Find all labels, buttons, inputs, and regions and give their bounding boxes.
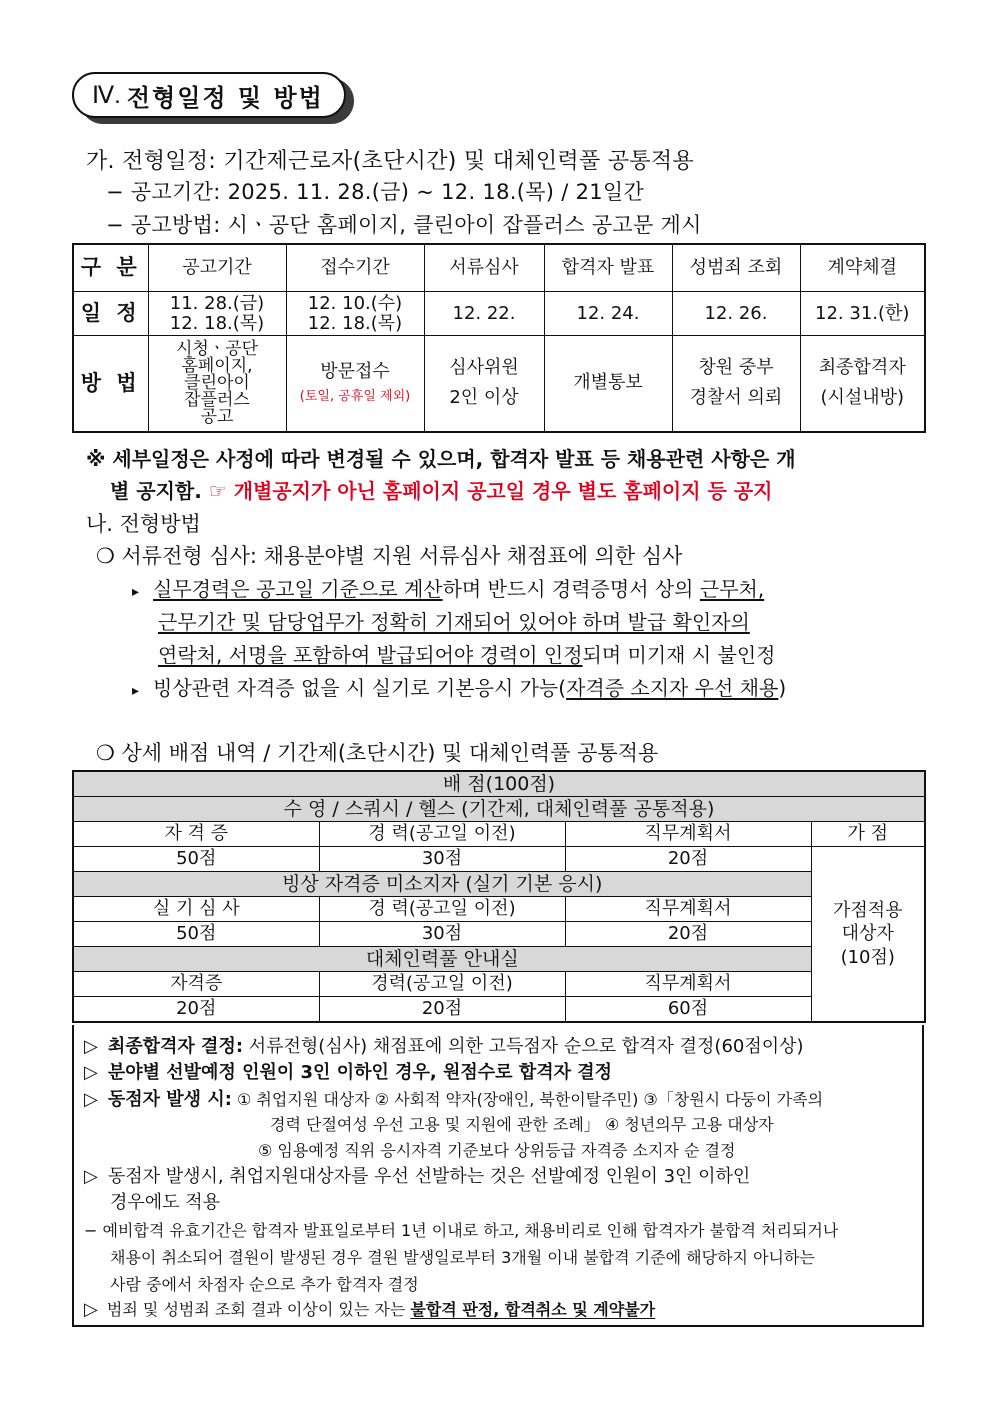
- skating-priority: 자격증 소지자 우선 채용: [566, 676, 779, 700]
- bullet-experience-3: [158, 639, 776, 668]
- detail-heading: ❍ 상세 배점 내역 / 기간제(초단시간) 및 대체인력풀 공통적용: [96, 741, 659, 765]
- score-group-info-desk: 대체인력풀 안내실: [73, 947, 811, 972]
- method-application-text: 방문접수: [320, 361, 390, 383]
- method-contract-line: 최종합격자: [818, 356, 906, 378]
- row-schedule-label: 일 정: [73, 292, 148, 336]
- notice-start: 11. 28.(금): [169, 292, 265, 314]
- bullet-experience-1: [132, 573, 764, 602]
- header-document-review: 서류심사: [424, 244, 544, 292]
- schedule-crime-check-date: 12. 26.: [672, 292, 800, 336]
- g2-header-plan: 직무계획서: [565, 897, 811, 922]
- rule-tie-line2: 경력 단절여성 우선 고용 및 지원에 관한 조례」 ④ 청년의무 고용 대상자: [270, 1115, 774, 1134]
- g1-value-career: 30점: [319, 847, 565, 872]
- rule-reserve-line3: 사람 중에서 차점자 순으로 추가 합격자 결정: [110, 1275, 419, 1294]
- experience-basis: 실무경력은 공고일 기준으로 계산: [153, 577, 443, 601]
- header-result-announcement: 합격자 발표: [544, 244, 672, 292]
- g2-header-career: 경 력(공고일 이전): [319, 897, 565, 922]
- schedule-contract-date: 12. 31.(한): [800, 292, 925, 336]
- header-contract: 계약체결: [800, 244, 925, 292]
- g2-header-practical: 실 기 심 사: [73, 897, 319, 922]
- rule-tie-line3: ⑤ 임용예정 직위 응시자격 기준보다 상위등급 자격증 소지자 순 결정: [258, 1141, 736, 1160]
- rule-small-quota-text: 분야별 선발예정 인원이 3인 이하인 경우, 원점수로 합격자 결정: [107, 1062, 613, 1083]
- skating-close: ): [778, 676, 787, 700]
- rule-final-pass: [84, 1032, 804, 1058]
- row-method-label: 방 법: [73, 336, 148, 432]
- rule-reserve-line1: − 예비합격 유효기간은 합격자 발표일로부터 1년 이내로 하고, 채용비리로 인해 합격자가 불합격 처리되거나: [84, 1221, 839, 1240]
- rule-final-pass-label: 최종합격자 결정:: [107, 1036, 244, 1057]
- method-contract-line: (시설내방): [820, 387, 905, 409]
- rule-tie-label: 동점자 발생 시:: [107, 1089, 232, 1110]
- schedule-table: [72, 243, 926, 433]
- application-start: 12. 10.(수): [307, 292, 403, 314]
- method-crime-line: 경찰서 의뢰: [689, 387, 783, 409]
- method-crime-line: 창원 중부: [698, 356, 774, 378]
- method-notice-line: 시청ㆍ공단: [175, 338, 259, 359]
- experience-workplace: 근무처,: [699, 577, 765, 601]
- notice-homepage: ☞ 개별공지가 아닌 홈페이지 공고일 경우 별도 홈페이지 등 공지: [208, 479, 773, 503]
- bullet-icon: ▸: [132, 584, 140, 600]
- notice-line2: [110, 475, 772, 504]
- experience-contact: 연락처, 서명을 포함하여 발급되어야 경력이 인정: [158, 643, 583, 667]
- experience-text: 하며 반드시 경력증명서 상의: [442, 577, 700, 601]
- rule-tie: [84, 1085, 823, 1111]
- method-application-note: (토일, 공휴일 제외): [299, 389, 411, 404]
- g3-header-license: 자격증: [73, 972, 319, 997]
- g1-header-plan: 직무계획서: [565, 822, 811, 847]
- g3-value-career: 20점: [319, 997, 565, 1023]
- schedule-notice-dates: [148, 292, 286, 336]
- doc-review-heading: ❍ 서류전형 심사: 채용분야별 지원 서류심사 채점표에 의한 심사: [96, 544, 683, 568]
- method-result: 개별통보: [544, 336, 672, 432]
- method-notice-line: 잡플러스: [184, 389, 250, 410]
- rule-small-quota: [84, 1058, 612, 1084]
- score-group-swim: 수 영 / 스쿼시 / 헬스 (기간제, 대체인력풀 공통적용): [73, 797, 925, 822]
- g1-value-license: 50점: [73, 847, 319, 872]
- score-group-skating: 빙상 자격증 미소지자 (실기 기본 응시): [73, 872, 811, 897]
- method-notice-line: 클린아이: [184, 372, 250, 393]
- schedule-review-date: 12. 22.: [424, 292, 544, 336]
- g2-value-career: 30점: [319, 922, 565, 947]
- skating-text: 빙상관련 자격증 없을 시 실기로 기본응시 가능(: [153, 676, 567, 700]
- method-application: [286, 336, 424, 432]
- section-number: Ⅳ.: [92, 81, 121, 109]
- header-crime-check: 성범죄 조회: [672, 244, 800, 292]
- g3-value-license: 20점: [73, 997, 319, 1023]
- schedule-period: − 공고기간: 2025. 11. 28.(금) ~ 12. 18.(목) / 21일간: [106, 180, 645, 204]
- rule-final-pass-text: 서류전형(심사) 채점표에 의한 고득점자 순으로 합격자 결정(60점이상): [243, 1036, 804, 1057]
- method-contract: [800, 336, 925, 432]
- section-heading: [72, 72, 346, 118]
- method-crime-check: [672, 336, 800, 432]
- schedule-result-date: 12. 24.: [544, 292, 672, 336]
- g1-header-bonus: 가 점: [811, 822, 925, 847]
- bonus-line: 가점적용: [832, 899, 903, 921]
- application-end: 12. 18.(목): [307, 312, 403, 334]
- notice-line1: ※ 세부일정은 사정에 따라 변경될 수 있으며, 합격자 발표 등 채용관련 사항은 개: [86, 447, 796, 471]
- g3-header-plan: 직무계획서: [565, 972, 811, 997]
- rule-crime-result: 불합격 판정, 합격취소 및 계약불가: [410, 1300, 656, 1319]
- g3-value-plan: 60점: [565, 997, 811, 1023]
- g2-value-plan: 20점: [565, 922, 811, 947]
- bonus-line: 대상자: [841, 923, 894, 945]
- method-notice: [148, 336, 286, 432]
- method-notice-line: 공고: [200, 406, 234, 427]
- section-title: 전형일정 및 방법: [126, 83, 324, 112]
- marker-icon: ▷: [84, 1062, 98, 1083]
- experience-invalid: 되며 미기재 시 불인정: [582, 643, 776, 667]
- method-heading: 나. 전형방법: [86, 512, 201, 536]
- score-title: 배 점(100점): [73, 771, 925, 797]
- marker-icon: ▷: [84, 1299, 98, 1320]
- bullet-experience-2: 근무기간 및 담당업무가 정확히 기재되어 있어야 하며 발급 확인자의: [158, 610, 750, 634]
- header-category: 구 분: [73, 244, 148, 292]
- g1-header-license: 자 격 증: [73, 822, 319, 847]
- header-application-period: 접수기간: [286, 244, 424, 292]
- rule-tie-priority-text: 동점자 발생시, 취업지원대상자를 우선 선발하는 것은 선발예정 인원이 3인 이하인: [107, 1166, 751, 1187]
- notice-line2-text: 별 공지함.: [110, 479, 202, 503]
- marker-icon: ▷: [84, 1166, 98, 1187]
- rule-tie-priority-line2: 경우에도 적용: [110, 1192, 221, 1213]
- rule-crime-text: 범죄 및 성범죄 조회 결과 이상이 있는 자는: [101, 1300, 411, 1319]
- g2-value-practical: 50점: [73, 922, 319, 947]
- bullet-icon: ▸: [132, 683, 140, 699]
- method-review-line: 심사위원: [449, 356, 519, 378]
- bonus-line: (10점): [840, 946, 895, 968]
- bonus-cell: [811, 847, 925, 1023]
- bullet-skating: [132, 672, 786, 701]
- marker-icon: ▷: [84, 1036, 98, 1057]
- rule-reserve-line2: 채용이 취소되어 결원이 발생된 경우 결원 발생일로부터 3개월 이내 불합격 기준에 해당하지 아니하는: [110, 1248, 815, 1267]
- method-review: [424, 336, 544, 432]
- method-review-line: 2인 이상: [449, 387, 519, 409]
- g3-header-career: 경력(공고일 이전): [319, 972, 565, 997]
- score-table: [72, 770, 926, 1023]
- rule-tie-priority: [84, 1162, 750, 1188]
- g1-value-plan: 20점: [565, 847, 811, 872]
- rule-tie-text: ① 취업지원 대상자 ② 사회적 약자(장애인, 북한이탈주민) ③「창원시 다둥이 가족의: [231, 1090, 824, 1109]
- notice-end: 12. 18.(목): [169, 312, 265, 334]
- g1-header-career: 경 력(공고일 이전): [319, 822, 565, 847]
- rule-crime: [84, 1297, 655, 1320]
- header-notice-period: 공고기간: [148, 244, 286, 292]
- method-notice-line: 홈페이지,: [181, 355, 253, 376]
- schedule-heading: 가. 전형일정: 기간제근로자(초단시간) 및 대체인력풀 공통적용: [86, 149, 695, 174]
- schedule-method: − 공고방법: 시ㆍ공단 홈페이지, 클린아이 잡플러스 공고문 게시: [106, 213, 702, 237]
- schedule-application-dates: [286, 292, 424, 336]
- marker-icon: ▷: [84, 1089, 98, 1110]
